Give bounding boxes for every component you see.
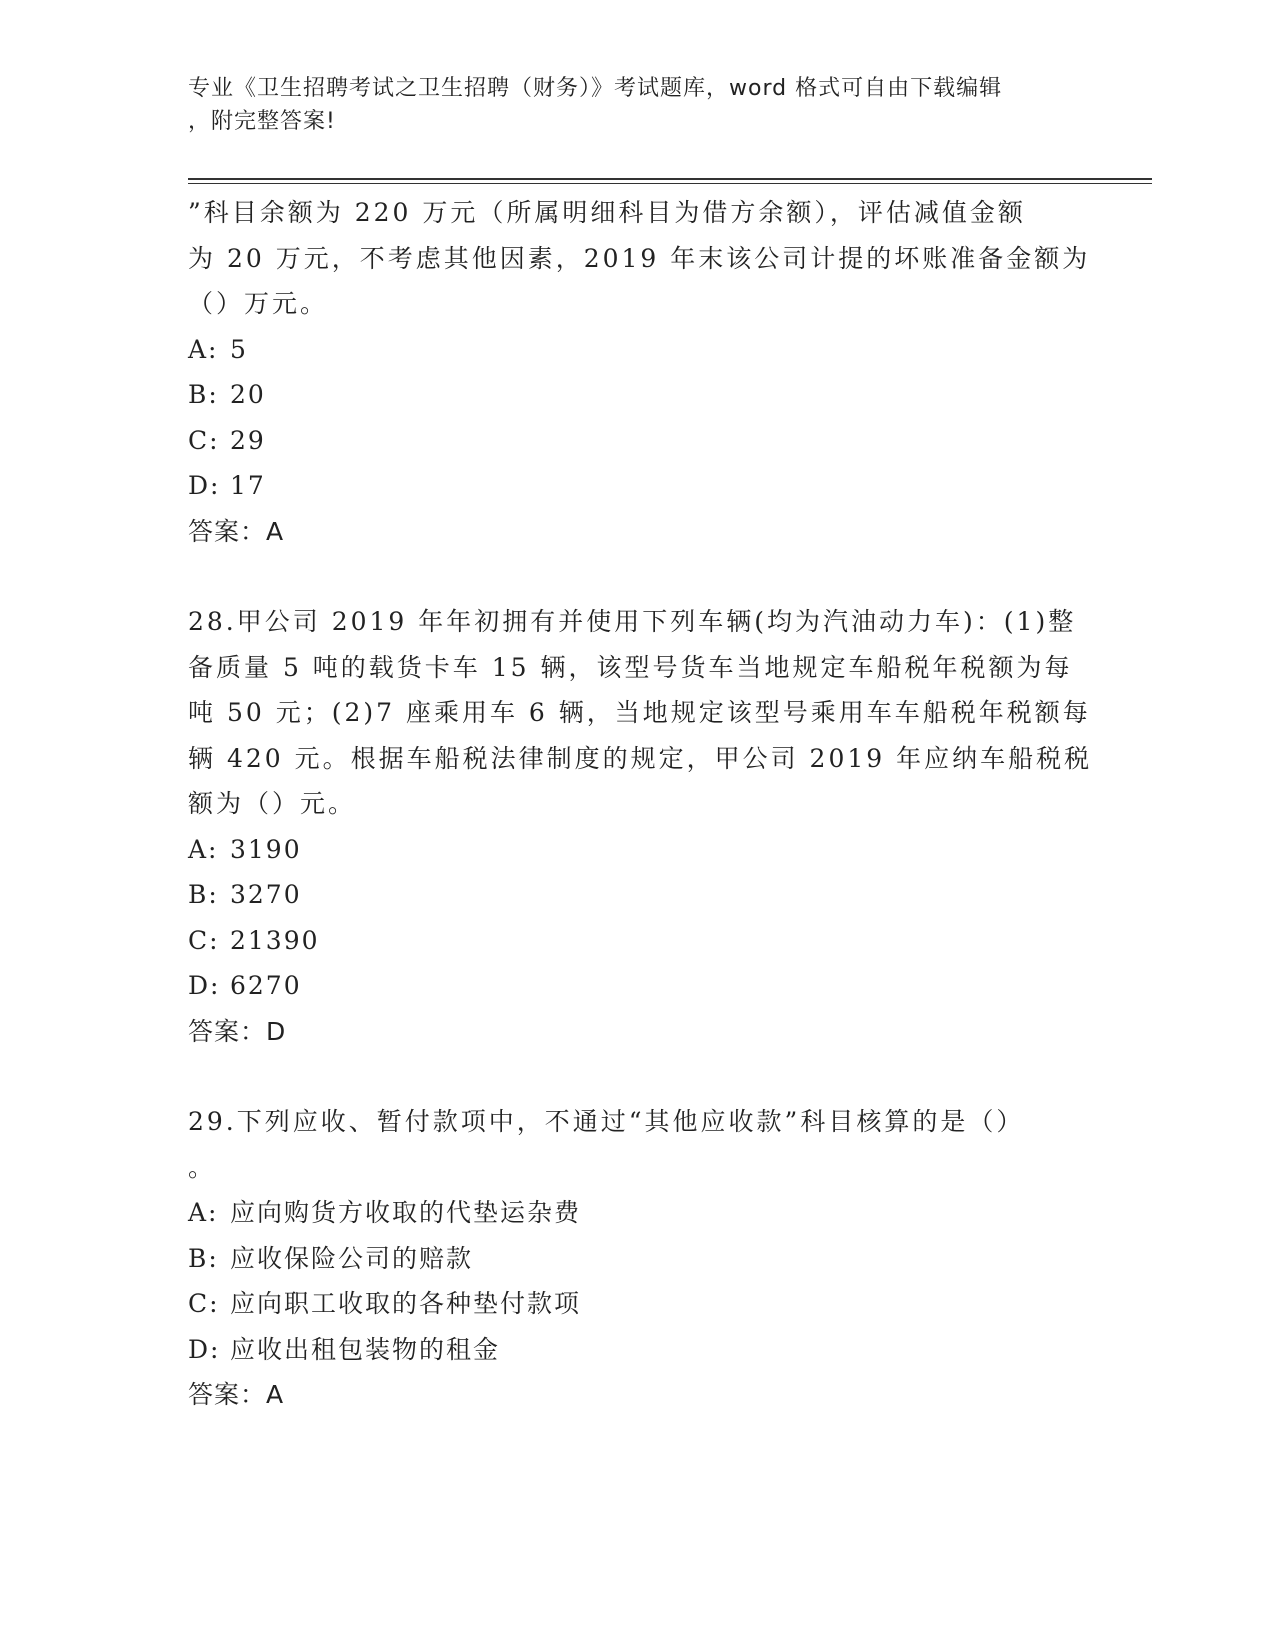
option-text: 6270	[230, 971, 302, 1000]
option-label: C:	[188, 925, 220, 955]
option-d	[188, 963, 1088, 1009]
option-label: B:	[188, 1243, 219, 1273]
option-label: A:	[188, 334, 219, 364]
option-text: 20	[230, 380, 266, 409]
answer-line: 答案：A	[188, 1380, 285, 1409]
stem-line: 为 20 万元，不考虑其他因素，2019 年末该公司计提的坏账准备金额为	[188, 243, 1091, 273]
option-label: B:	[188, 380, 219, 409]
option-label: B:	[188, 880, 219, 909]
option-text: 应收保险公司的赔款	[230, 1243, 474, 1273]
option-b	[188, 372, 1088, 418]
question-stem	[188, 1099, 1088, 1190]
stem-line: 辆 420 元。根据车船税法律制度的规定，甲公司 2019 年应纳车船税税	[188, 743, 1093, 773]
option-label: D:	[188, 471, 221, 500]
option-text: 17	[230, 471, 266, 500]
option-text: 应收出租包装物的租金	[230, 1334, 501, 1364]
option-text: 应向职工收取的各种垫付款项	[230, 1289, 582, 1318]
option-label: A:	[188, 834, 219, 864]
option-text: 3270	[230, 880, 302, 909]
header-divider-thick	[188, 178, 1152, 180]
question-block	[188, 1099, 1088, 1418]
option-c	[188, 918, 1088, 964]
option-text: 5	[230, 334, 248, 364]
question-block	[188, 190, 1091, 554]
spacer	[188, 554, 1088, 599]
option-d	[188, 463, 1088, 509]
option-text: 应向购货方收取的代垫运杂费	[230, 1198, 582, 1227]
stem-line: 额为（）元。	[188, 789, 357, 818]
option-label: D:	[188, 1334, 221, 1364]
option-text: 29	[230, 425, 266, 455]
stem-line: （）万元。	[188, 289, 329, 318]
document-header	[188, 72, 1068, 138]
answer-line: 答案：D	[188, 1016, 287, 1046]
header-divider-thin	[188, 183, 1152, 184]
option-a	[188, 1190, 1088, 1236]
stem-line: 吨 50 元；(2)7 座乘用车 6 辆，当地规定该型号乘用车车船税年税额每	[188, 698, 1091, 727]
stem-line: 备质量 5 吨的载货卡车 15 辆，该型号货车当地规定车船税年税额为每	[188, 652, 1073, 682]
option-label: C:	[188, 1289, 220, 1318]
option-a	[188, 827, 1088, 873]
stem-line: 28.甲公司 2019 年年初拥有并使用下列车辆(均为汽油动力车)：(1)整	[188, 607, 1077, 636]
option-d	[188, 1327, 1088, 1373]
header-line-1: 专业《卫生招聘考试之卫生招聘（财务）》考试题库，word 格式可自由下载编辑	[188, 76, 1003, 101]
option-c	[188, 1281, 1088, 1327]
question-stem	[188, 599, 1093, 827]
option-c	[188, 418, 1088, 464]
question-list	[188, 190, 1093, 1418]
stem-line: ”科目余额为 220 万元（所属明细科目为借方余额），评估减值金额	[188, 198, 1026, 227]
question-stem	[188, 190, 1091, 327]
stem-line: 。	[188, 1152, 217, 1182]
stem-line: 29.下列应收、暂付款项中，不通过“其他应收款”科目核算的是（）	[188, 1107, 1025, 1136]
header-line-2: ，附完整答案!	[188, 109, 336, 134]
option-text: 21390	[230, 925, 320, 955]
option-b	[188, 872, 1088, 918]
option-text: 3190	[230, 834, 302, 864]
spacer	[188, 1054, 1088, 1099]
option-label: D:	[188, 971, 221, 1000]
option-a	[188, 327, 1088, 373]
option-label: A:	[188, 1198, 219, 1227]
option-b	[188, 1236, 1088, 1282]
question-block	[188, 599, 1093, 1054]
option-label: C:	[188, 425, 220, 455]
answer-line: 答案：A	[188, 516, 285, 546]
